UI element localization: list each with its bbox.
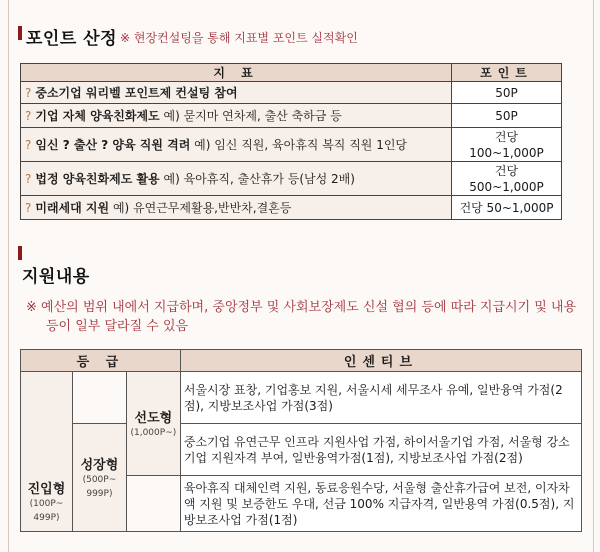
bullet-icon: ? (25, 172, 32, 186)
incentive-cell: 서울시장 표창, 기업홍보 지원, 서울시세 세무조사 유예, 일반융역 가점(2점), 지방보조사업 가점(3점) (180, 372, 581, 424)
grade-growth (72, 424, 126, 532)
table-row (21, 128, 562, 162)
section-title-support: 지원내용 (22, 267, 90, 287)
header-grade: 등 급 (21, 350, 181, 372)
header-indicator: 지 표 (21, 64, 452, 82)
grade-name: 진입형 (27, 482, 66, 497)
grade-leading (126, 372, 180, 476)
bullet-icon: ? (25, 86, 32, 100)
incentive-cell: 중소기업 유연근무 인프라 지원사업 가점, 하이서울기업 가점, 서울형 강소기업 지원자격 부여, 일반융역가점(1점), 지방보조사업 가점(2점) (180, 424, 581, 476)
point-table (20, 63, 562, 220)
row-desc: 예) 유연근무제활용,반반차,결혼등 (112, 201, 292, 215)
table-row (21, 196, 562, 220)
bullet-icon: ? (25, 138, 32, 152)
table-row (21, 162, 562, 196)
notice-text (26, 298, 586, 336)
row-points: 50P (452, 104, 562, 128)
section-marker (18, 26, 22, 40)
table-row (21, 424, 582, 476)
row-title: 법정 양육친화제도 활용 (35, 172, 160, 186)
table-row (21, 82, 562, 104)
row-desc: 예) 묻지마 연차제, 출산 축하금 등 (163, 109, 342, 123)
grade-range: (1,000P~) (130, 428, 177, 438)
incentive-table (20, 349, 582, 532)
row-title: 임신 ? 출산 ? 양육 직원 격려 (35, 138, 191, 152)
row-desc: 예) 육아휴직, 출산휴가 등(남성 2배) (163, 172, 355, 186)
grade-range: (100P~ 499P) (29, 499, 64, 523)
notice-line: 등이 일부 달라질 수 있음 (46, 319, 189, 334)
header-incentive: 인센티브 (180, 350, 581, 372)
grade-spacer (126, 476, 180, 532)
row-points: 건당 100~1,000P (452, 128, 562, 162)
section-note: ※ 현장컨설팅을 통해 지표별 포인트 실적확인 (120, 31, 358, 45)
bullet-icon: ? (25, 201, 32, 215)
grade-spacer (72, 372, 126, 424)
row-title: 중소기업 워리벨 포인트제 컨설팅 참여 (35, 86, 238, 100)
header-points: 포인트 (452, 64, 562, 82)
row-points: 50P (452, 82, 562, 104)
section-marker (18, 246, 22, 260)
grade-entry (21, 372, 73, 532)
row-title: 기업 자체 양육친화제도 (35, 109, 160, 123)
grade-range: (500P~ 999P) (82, 475, 117, 499)
notice-line: ※ 예산의 범위 내에서 지급하며, 중앙정부 및 사회보장제도 신설 협의 등에 따라 지급시기 및 내용 (26, 300, 577, 315)
row-points: 건당 500~1,000P (452, 162, 562, 196)
row-title: 미래세대 지원 (35, 201, 110, 215)
bullet-icon: ? (25, 109, 32, 123)
table-row (21, 104, 562, 128)
grade-name: 성장형 (80, 458, 119, 473)
incentive-cell: 육아휴직 대체인력 지원, 동료응원수당, 서울형 출산휴가급여 보전, 이자차액 지원 및 보증한도 우대, 선금 100% 지급자격, 일반용역 가점(0.5점), 지방보조사업 가점(1점) (180, 476, 581, 532)
section-title-points: 포인트 산정 (26, 29, 118, 49)
row-desc: 예) 임신 직원, 육아휴직 복직 직원 1인당 (194, 138, 408, 152)
table-row (21, 372, 582, 424)
grade-name: 선도형 (134, 411, 173, 426)
row-points: 건당 50~1,000P (452, 196, 562, 220)
